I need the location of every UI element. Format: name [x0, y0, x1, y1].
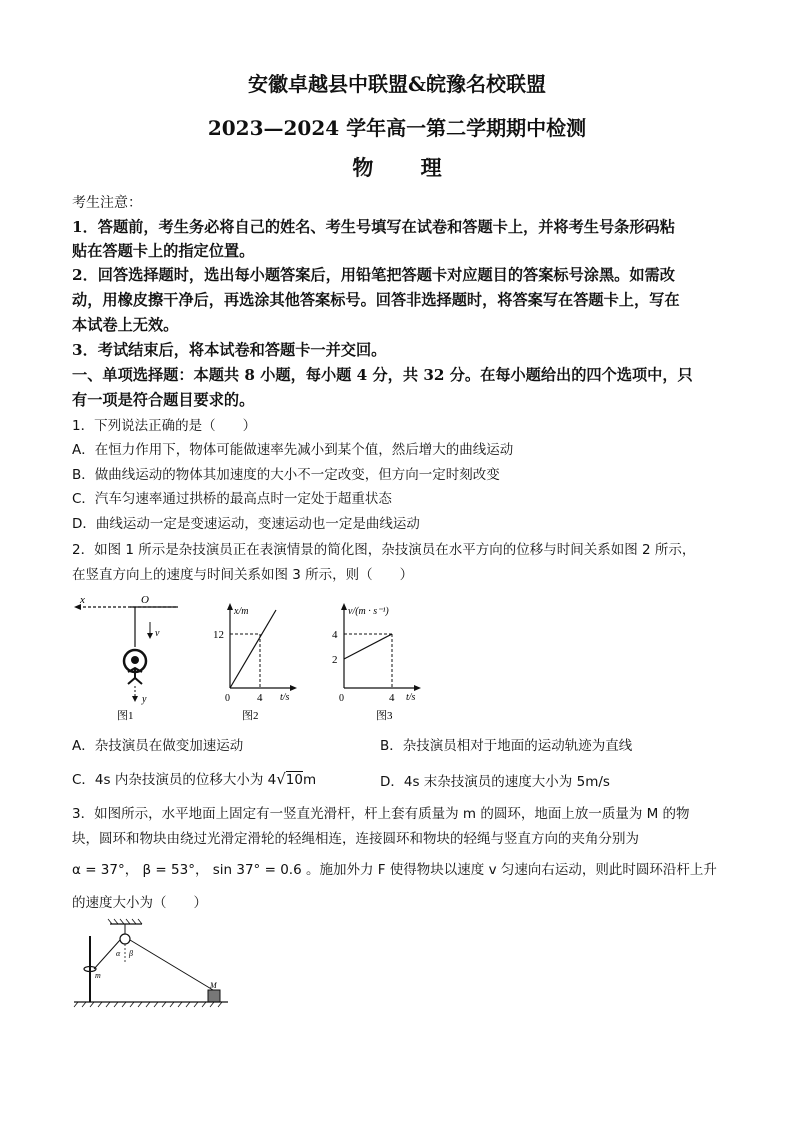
notice-heading: 考生注意： [72, 195, 142, 211]
block-icon [208, 990, 220, 1002]
fig3-y-tick-2: 2 [332, 654, 338, 666]
fig2-origin: 0 [225, 693, 230, 704]
fig2-y-arrow [227, 603, 233, 610]
notice-line-5: 本试卷上无效。 [72, 316, 179, 334]
q2-figure-1 [70, 592, 190, 722]
notice-line-6: 3．考试结束后，将本试卷和答题卡一并交回。 [72, 341, 387, 359]
fig3-data-line [344, 634, 392, 659]
q2-option-b: B．杂技演员相对于地面的运动轨迹为直线 [380, 738, 633, 754]
x-axis-label: x [80, 594, 85, 606]
fig3-x-arrow [414, 685, 421, 691]
notice-line-1: 1．答题前，考生务必将自己的姓名、考生号填写在试卷和答题卡上，并将考生号条形码粘 [72, 218, 675, 236]
q1-stem: 1．下列说法正确的是（ ） [72, 418, 257, 434]
notice-line-3: 2．回答选择题时，选出每小题答案后，用铅笔把答题卡对应题目的答案标号涂黑。如需改 [72, 266, 675, 284]
ceiling-hatch [108, 919, 142, 924]
fig3-y-arrow [341, 603, 347, 610]
exam-organizer-title: 安徽卓越县中联盟&皖豫名校联盟 [247, 72, 547, 96]
q1-option-d: D．曲线运动一定是变速运动，变速运动也一定是曲线运动 [72, 516, 420, 532]
q1-option-c: C．汽车匀速率通过拱桥的最高点时一定处于超重状态 [72, 491, 392, 507]
origin-label: O [141, 594, 149, 606]
q2-figure-3 [318, 600, 442, 722]
block-mass-label: M [210, 981, 217, 990]
fig2-y-label: x/m [234, 606, 249, 617]
exam-name-title: 2023—2024 学年高一第二学期期中检测 [207, 116, 587, 140]
q3-stem-line-1: 3．如图所示，水平地面上固定有一竖直光滑杆，杆上套有质量为 m 的圆环，地面上放一质量为 M 的物 [72, 806, 690, 822]
y-axis-arrow [132, 696, 138, 702]
figure-1-caption: 图1 [117, 710, 134, 722]
ground-hatch [74, 1002, 222, 1007]
fig3-y-tick-4: 4 [332, 629, 338, 641]
q1-option-b: B．做曲线运动的物体其加速度的大小不一定改变，但方向一定时刻改变 [72, 467, 500, 483]
pulley-icon [120, 934, 130, 944]
y-axis-label: y [142, 694, 147, 705]
q2-option-c-text: C．4s 内杂技演员的位移大小为 4 [72, 772, 277, 788]
notice-line-2: 贴在答题卡上的指定位置。 [72, 242, 255, 260]
fig3-x-tick: 4 [389, 692, 395, 704]
figure-3-caption: 图3 [376, 710, 393, 722]
section-heading-line-1: 一、单项选择题：本题共 8 小题，每小题 4 分，共 32 分。在每小题给出的四个选项中，只 [72, 366, 693, 384]
q2-stem-line-1: 2．如图 1 所示是杂技演员正在表演情景的简化图，杂技演员在水平方向的位移与时间关系如图 2 所示， [72, 542, 696, 558]
q2-stem-line-2: 在竖直方向上的速度与时间关系如图 3 所示，则（ ） [72, 567, 414, 583]
q3-stem-line-2: 块，圆环和物块由绕过光滑定滑轮的轻绳相连，连接圆环和物块的轻绳与竖直方向的夹角分别为 [72, 831, 639, 847]
q2-option-d: D．4s 末杂技演员的速度大小为 5m/s [380, 774, 610, 790]
q3-figure [70, 918, 230, 1014]
q2-option-a: A．杂技演员在做变加速运动 [72, 738, 244, 754]
velocity-label: v [155, 628, 160, 639]
beta-label: β [129, 949, 133, 958]
section-heading-line-2: 有一项是符合题目要求的。 [72, 391, 255, 409]
notice-line-4: 动，用橡皮擦干净后，再选涂其他答案标号。回答非选择题时，将答案写在答题卡上，写在 [72, 291, 680, 309]
alpha-label: α [116, 949, 121, 958]
fig3-x-label: t/s [406, 692, 416, 703]
fig2-x-label: t/s [280, 692, 290, 703]
subject-title: 物 理 [352, 155, 462, 180]
q2-option-c-unit: m [302, 772, 317, 788]
fig2-x-tick: 4 [257, 692, 263, 704]
ring-mass-label: m [95, 971, 101, 980]
q3-stem-line-3: α = 37°， β = 53°， sin 37° = 0.6 。施加外力 F 使得物块以速度 v 匀速向右运动，则此时圆环沿杆上升 [72, 862, 717, 878]
figure-2-caption: 图2 [242, 710, 259, 722]
fig2-x-arrow [290, 685, 297, 691]
velocity-arrowhead [147, 633, 153, 639]
q1-option-a: A．在恒力作用下，物体可能做速率先减小到某个值，然后增大的曲线运动 [72, 442, 514, 458]
fig2-y-tick: 12 [213, 629, 224, 641]
fig3-y-label: v/(m · s⁻¹) [348, 606, 389, 617]
q2-option-c [72, 768, 316, 788]
performer-head-icon [131, 656, 139, 664]
q3-stem-line-4: 的速度大小为（ ） [72, 895, 207, 911]
q2-figure-2 [204, 600, 304, 722]
rope-to-block [130, 940, 213, 990]
performer-body-icon [128, 668, 142, 684]
sqrt-sign: √ [276, 770, 286, 788]
fig2-data-line [230, 610, 276, 688]
sqrt-radicand: 10 [285, 772, 303, 788]
fig3-origin: 0 [339, 693, 344, 704]
